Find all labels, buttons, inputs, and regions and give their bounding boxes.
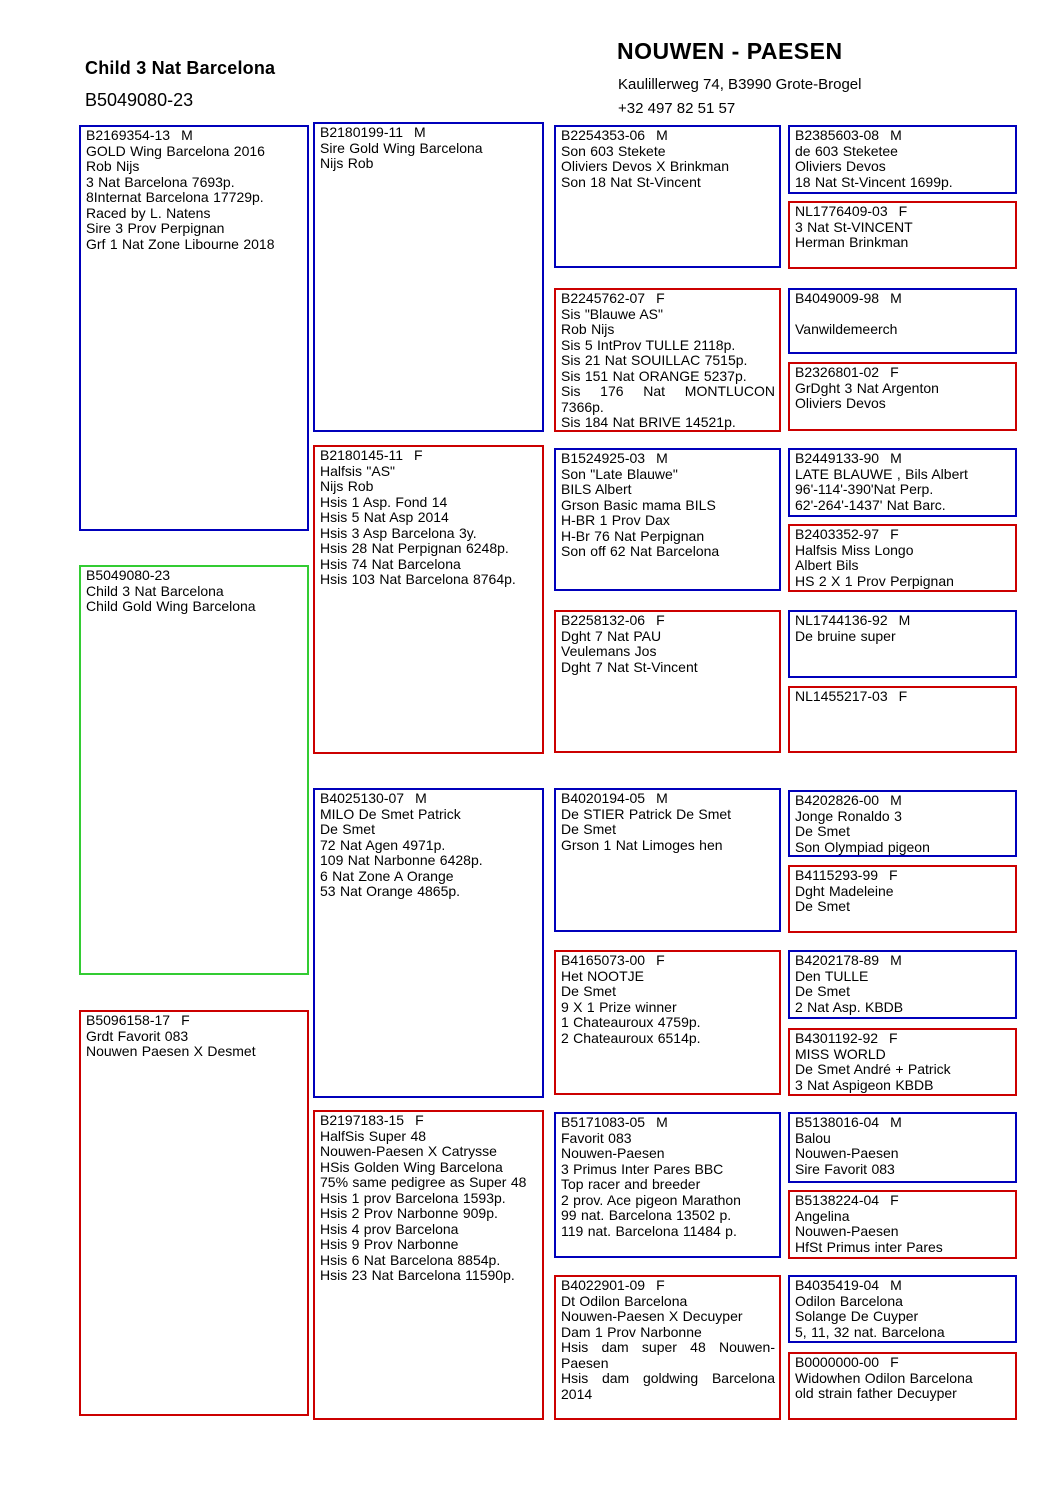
pedigree-line: Nouwen-Paesen <box>795 1223 899 1239</box>
ring-number: B4202178-89 <box>795 952 880 968</box>
pedigree-line: Oliviers Devos X Brinkman <box>561 158 729 174</box>
ring-number: B5096158-17 <box>86 1012 171 1028</box>
ring-line <box>320 448 538 464</box>
pedigree-line: Hsis 103 Nat Barcelona 8764p. <box>320 571 516 587</box>
ring-number: B5049080-23 <box>86 567 171 583</box>
pedigree-line: Odilon Barcelona <box>795 1292 903 1309</box>
pedigree-line: Herman Brinkman <box>795 234 909 250</box>
pedigree-box-B4202826-00 <box>788 790 1017 857</box>
pedigree-box-B4049009-98 <box>788 288 1017 354</box>
pedigree-line: 18 Nat St-Vincent 1699p. <box>795 173 953 190</box>
sex-label: M <box>890 792 902 808</box>
ring-line <box>795 451 1011 467</box>
sex-label: F <box>890 526 899 542</box>
ring-line <box>561 613 775 629</box>
pedigree-line: Nouwen Paesen X Desmet <box>86 1043 256 1059</box>
pedigree-line: Hsis 9 Prov Narbonne <box>320 1236 459 1252</box>
pedigree-line: BILS Albert <box>561 481 632 497</box>
pedigree-line: De Smet <box>795 898 850 914</box>
sex-label: F <box>890 1354 899 1370</box>
ring-number: B4301192-92 <box>795 1030 879 1046</box>
pedigree-line: 53 Nat Orange 4865p. <box>320 883 461 899</box>
pedigree-line: Top racer and breeder <box>561 1176 701 1192</box>
pedigree-line: LATE BLAUWE , Bils Albert <box>795 465 968 482</box>
pedigree-box-B2403352-97 <box>788 524 1017 592</box>
pedigree-line: Hsis 74 Nat Barcelona <box>320 555 461 572</box>
ring-number: B5138016-04 <box>795 1114 880 1130</box>
pedigree-line: 1 Chateauroux 4759p. <box>561 1014 701 1030</box>
ring-line <box>86 1013 303 1029</box>
pedigree-line: Favorit 083 <box>561 1129 632 1146</box>
pedigree-box-B1524925-03 <box>554 448 781 591</box>
pedigree-line: Hsis 23 Nat Barcelona 11590p. <box>320 1267 515 1283</box>
pedigree-box-B2449133-90 <box>788 448 1017 517</box>
pedigree-line: Sire 3 Prov Perpignan <box>86 220 225 236</box>
pedigree-line: Grson Basic mama BILS <box>561 496 716 513</box>
ring-number: B4165073-00 <box>561 952 646 968</box>
pedigree-line: Albert Bils <box>795 557 859 573</box>
ring-number: B2403352-97 <box>795 526 880 542</box>
pedigree-box-B2180199-11 <box>313 122 544 432</box>
pedigree-line: Sis "Blauwe AS" <box>561 305 663 322</box>
pedigree-line: Oliviers Devos <box>795 395 886 411</box>
subject-ring-number: B5049080-23 <box>85 90 194 110</box>
ring-number: B2449133-90 <box>795 450 880 466</box>
pedigree-line: Hsis 4 prov Barcelona <box>320 1220 459 1237</box>
ring-line <box>795 1278 1011 1294</box>
pedigree-box-B2180145-11 <box>313 445 544 754</box>
ring-number: B2326801-02 <box>795 364 880 380</box>
pedigree-line: Dght 7 Nat St-Vincent <box>561 658 698 675</box>
ring-line <box>561 1278 775 1294</box>
pedigree-line: De Smet <box>561 983 616 999</box>
pedigree-line <box>795 307 1011 323</box>
pedigree-line: Hsis 5 Nat Asp 2014 <box>320 509 449 525</box>
ring-number: B4022901-09 <box>561 1277 646 1293</box>
pedigree-line: Sis 151 Nat ORANGE 5237p. <box>561 367 747 384</box>
ring-number: NL1776409-03 <box>795 203 888 219</box>
pedigree-line: Rob Nijs <box>86 158 140 174</box>
ring-number: B2245762-07 <box>561 290 646 306</box>
pedigree-line: Den TULLE <box>795 967 869 984</box>
pedigree-line: 3 Nat Barcelona 7693p. <box>86 173 235 190</box>
pedigree-box-B4165073-00 <box>554 950 781 1095</box>
sex-label: M <box>656 450 668 466</box>
ring-line <box>320 125 538 141</box>
pedigree-line: 96'-114'-390'Nat Perp. <box>795 481 934 497</box>
pedigree-line: 6 Nat Zone A Orange <box>320 867 454 884</box>
pedigree-box-B2385603-08 <box>788 125 1017 194</box>
sex-label: F <box>415 1112 424 1128</box>
ring-line <box>795 1115 1011 1131</box>
pedigree-line: Raced by L. Natens <box>86 204 211 221</box>
pedigree-box-B5138224-04 <box>788 1190 1017 1259</box>
pedigree-line: 2 Chateauroux 6514p. <box>561 1029 701 1046</box>
ring-line <box>320 1113 538 1129</box>
ring-line <box>795 128 1011 144</box>
sex-label: F <box>889 867 898 883</box>
ring-line <box>795 1031 1011 1047</box>
sex-label: M <box>656 790 668 806</box>
sex-label: F <box>414 447 423 463</box>
ring-line <box>86 568 303 584</box>
ring-number: B4202826-00 <box>795 792 880 808</box>
ring-line <box>561 1115 775 1131</box>
sex-label: M <box>890 952 902 968</box>
pedigree-box-B2258132-06 <box>554 610 781 753</box>
ring-line <box>795 868 1011 884</box>
ring-line <box>795 365 1011 381</box>
pedigree-line: Sire Favorit 083 <box>795 1160 895 1177</box>
ring-line <box>561 953 775 969</box>
pedigree-line: 3 Nat Aspigeon KBDB <box>795 1076 934 1093</box>
sex-label: M <box>415 790 427 806</box>
pedigree-line: Child 3 Nat Barcelona <box>86 582 224 599</box>
pedigree-line: H-BR 1 Prov Dax <box>561 512 670 528</box>
ring-number: B4035419-04 <box>795 1277 880 1293</box>
pedigree-box-B0000000-00 <box>788 1352 1017 1420</box>
pedigree-line: Sis 21 Nat SOUILLAC 7515p. <box>561 352 748 368</box>
pedigree-line: Oliviers Devos <box>795 158 886 174</box>
pedigree-box-B5096158-17 <box>79 1010 309 1416</box>
pedigree-line: Sis 176 Nat MONTLUCON 7366p. <box>561 383 775 415</box>
pedigree-title: Child 3 Nat Barcelona <box>85 58 276 78</box>
ring-number: B5138224-04 <box>795 1192 880 1208</box>
sex-label: M <box>890 1114 902 1130</box>
pedigree-line: Dam 1 Prov Narbonne <box>561 1323 702 1340</box>
pedigree-line: 3 Nat St-VINCENT <box>795 218 913 235</box>
pedigree-line: Balou <box>795 1129 831 1146</box>
loft-name: NOUWEN - PAESEN <box>617 38 843 64</box>
sex-label: M <box>890 450 902 466</box>
pedigree-line: De Smet André + Patrick <box>795 1061 951 1077</box>
pedigree-line: Sis 184 Nat BRIVE 14521p. <box>561 414 736 430</box>
sex-label: F <box>656 612 665 628</box>
ring-number: NL1744136-92 <box>795 612 888 628</box>
ring-line <box>795 953 1011 969</box>
pedigree-line: Hsis dam goldwing Barcelona 2014 <box>561 1370 775 1402</box>
pedigree-line: Solange De Cuyper <box>795 1308 919 1324</box>
ring-number: B2180199-11 <box>320 124 404 140</box>
ring-line <box>561 791 775 807</box>
pedigree-box-B2245762-07 <box>554 288 781 432</box>
pedigree-line: Het NOOTJE <box>561 967 644 984</box>
ring-number: B2180145-11 <box>320 447 404 463</box>
pedigree-line: Nouwen-Paesen <box>795 1145 899 1161</box>
ring-number: B0000000-00 <box>795 1354 880 1370</box>
pedigree-line: 119 nat. Barcelona 11484 p. <box>561 1222 737 1239</box>
pedigree-box-B4202178-89 <box>788 950 1017 1019</box>
sex-label: M <box>181 127 193 143</box>
pedigree-line: Dght 7 Nat PAU <box>561 627 662 644</box>
pedigree-line: Hsis 3 Asp Barcelona 3y. <box>320 524 477 541</box>
ring-line <box>86 128 303 144</box>
sex-label: F <box>656 1277 665 1293</box>
sex-label: M <box>890 1277 902 1293</box>
pedigree-box-B2169354-13 <box>79 125 309 531</box>
ring-line <box>795 689 1011 705</box>
pedigree-line: Grf 1 Nat Zone Libourne 2018 <box>86 235 275 252</box>
pedigree-line: Vanwildemeerch <box>795 321 898 337</box>
sex-label: F <box>898 203 908 219</box>
pedigree-line: De Smet <box>795 983 850 999</box>
pedigree-line: Hsis 1 prov Barcelona 1593p. <box>320 1189 506 1206</box>
ring-number: NL1455217-03 <box>795 688 888 704</box>
pedigree-line: 72 Nat Agen 4971p. <box>320 836 446 853</box>
pedigree-line: Nijs Rob <box>320 478 374 494</box>
pedigree-line: Jonge Ronaldo 3 <box>795 807 902 824</box>
pedigree-box-B5049080-23 <box>79 565 309 975</box>
pedigree-line: Veulemans Jos <box>561 643 657 659</box>
ring-line <box>795 527 1011 543</box>
ring-number: B2258132-06 <box>561 612 646 628</box>
pedigree-line: Son off 62 Nat Barcelona <box>561 543 720 559</box>
pedigree-line: Halfsis Miss Longo <box>795 541 914 558</box>
ring-line <box>795 1355 1011 1371</box>
pedigree-box-NL1455217-03 <box>788 686 1017 753</box>
pedigree-line: Hsis 1 Asp. Fond 14 <box>320 493 448 510</box>
pedigree-line: Sire Gold Wing Barcelona <box>320 139 483 156</box>
pedigree-line: De Smet <box>320 821 375 837</box>
ring-number: B4115293-99 <box>795 867 879 883</box>
sex-label: F <box>889 1030 898 1046</box>
pedigree-line: Nouwen-Paesen <box>561 1145 665 1161</box>
pedigree-box-B5171083-05 <box>554 1112 781 1258</box>
sex-label: F <box>656 290 665 306</box>
ring-line <box>561 128 775 144</box>
pedigree-line: 5, 11, 32 nat. Barcelona <box>795 1323 945 1340</box>
pedigree-line: Hsis 6 Nat Barcelona 8854p. <box>320 1251 501 1268</box>
pedigree-box-B2197183-15 <box>313 1110 544 1420</box>
pedigree-line: 75% same pedigree as Super 48 <box>320 1174 527 1190</box>
pedigree-line: 109 Nat Narbonne 6428p. <box>320 852 483 868</box>
pedigree-line: HfSt Primus inter Pares <box>795 1238 943 1255</box>
ring-line <box>795 291 1011 307</box>
pedigree-line: Hsis 28 Nat Perpignan 6248p. <box>320 540 509 556</box>
pedigree-line: 62'-264'-1437' Nat Barc. <box>795 496 946 513</box>
pedigree-line: Nouwen-Paesen X Catrysse <box>320 1143 497 1159</box>
ring-line <box>561 291 775 307</box>
pedigree-line: H-Br 76 Nat Perpignan <box>561 527 705 544</box>
pedigree-box-B5138016-04 <box>788 1112 1017 1183</box>
pedigree-line: Child Gold Wing Barcelona <box>86 598 256 614</box>
sex-label: M <box>890 290 902 306</box>
pedigree-line: Grson 1 Nat Limoges hen <box>561 836 723 853</box>
pedigree-line: 99 nat. Barcelona 13502 p. <box>561 1207 732 1223</box>
pedigree-line: Dght Madeleine <box>795 882 894 899</box>
sex-label: F <box>890 1192 899 1208</box>
sex-label: M <box>890 127 902 143</box>
pedigree-box-NL1776409-03 <box>788 201 1017 269</box>
pedigree-line: Angelina <box>795 1207 850 1224</box>
pedigree-line: HSis Golden Wing Barcelona <box>320 1158 503 1175</box>
pedigree-box-B4022901-09 <box>554 1275 781 1420</box>
pedigree-line: Halfsis "AS" <box>320 462 396 479</box>
ring-number: B4049009-98 <box>795 290 880 306</box>
pedigree-line: Son Olympiad pigeon <box>795 838 930 855</box>
pedigree-line: Sis 5 IntProv TULLE 2118p. <box>561 336 736 353</box>
loft-address: Kaulillerweg 74, B3990 Grote-Brogel <box>618 76 862 93</box>
pedigree-line: MISS WORLD <box>795 1045 886 1062</box>
pedigree-line: Son "Late Blauwe" <box>561 465 678 482</box>
pedigree-line: Rob Nijs <box>561 321 615 337</box>
ring-line <box>795 793 1011 809</box>
ring-line <box>320 791 538 807</box>
pedigree-line: GOLD Wing Barcelona 2016 <box>86 142 265 159</box>
pedigree-box-NL1744136-92 <box>788 610 1017 678</box>
pedigree-line: Son 603 Stekete <box>561 142 666 159</box>
pedigree-line: De Smet <box>795 823 850 839</box>
ring-number: B2254353-06 <box>561 127 646 143</box>
ring-number: B2385603-08 <box>795 127 880 143</box>
sex-label: F <box>181 1012 190 1028</box>
pedigree-line: De Smet <box>561 821 616 837</box>
pedigree-line: Hsis dam super 48 Nouwen-Paesen <box>561 1339 775 1371</box>
sex-label: M <box>656 1114 668 1130</box>
pedigree-line: Son 18 Nat St-Vincent <box>561 173 701 190</box>
sex-label: M <box>898 612 911 628</box>
pedigree-box-B2326801-02 <box>788 362 1017 431</box>
pedigree-line: Hsis 2 Prov Narbonne 909p. <box>320 1205 498 1221</box>
ring-number: B2197183-15 <box>320 1112 405 1128</box>
pedigree-box-B4301192-92 <box>788 1028 1017 1096</box>
pedigree-line: Widowhen Odilon Barcelona <box>795 1369 973 1386</box>
ring-number: B2169354-13 <box>86 127 171 143</box>
pedigree-line: 2 Nat Asp. KBDB <box>795 998 904 1015</box>
sex-label: F <box>898 688 908 704</box>
pedigree-line: GrDght 3 Nat Argenton <box>795 379 939 396</box>
pedigree-line: Grdt Favorit 083 <box>86 1027 189 1044</box>
sex-label: F <box>890 364 899 380</box>
ring-line <box>795 613 1011 629</box>
pedigree-line: Nijs Rob <box>320 155 374 171</box>
ring-line <box>795 1193 1011 1209</box>
ring-line <box>561 451 775 467</box>
pedigree-line: De STIER Patrick De Smet <box>561 805 732 822</box>
pedigree-line: Nouwen-Paesen X Decuyper <box>561 1308 743 1324</box>
pedigree-line: MILO De Smet Patrick <box>320 805 461 822</box>
pedigree-line: 9 X 1 Prize winner <box>561 998 677 1015</box>
ring-number: B5171083-05 <box>561 1114 646 1130</box>
pedigree-box-B4020194-05 <box>554 788 781 932</box>
pedigree-line: Dt Odilon Barcelona <box>561 1292 688 1309</box>
loft-phone: +32 497 82 51 57 <box>618 100 736 117</box>
pedigree-line: de 603 Steketee <box>795 142 898 159</box>
pedigree-line: 8Internat Barcelona 17729p. <box>86 189 264 205</box>
sex-label: M <box>656 127 668 143</box>
pedigree-box-B4035419-04 <box>788 1275 1017 1343</box>
ring-number: B4025130-07 <box>320 790 405 806</box>
ring-number: B1524925-03 <box>561 450 646 466</box>
ring-number: B4020194-05 <box>561 790 646 806</box>
pedigree-line: De bruine super <box>795 627 896 644</box>
sex-label: F <box>656 952 665 968</box>
pedigree-line: 3 Primus Inter Pares BBC <box>561 1160 724 1177</box>
pedigree-box-B2254353-06 <box>554 125 781 268</box>
pedigree-line: HS 2 X 1 Prov Perpignan <box>795 572 954 589</box>
pedigree-box-B4025130-07 <box>313 788 544 1098</box>
ring-line <box>795 204 1011 220</box>
pedigree-line: HalfSis Super 48 <box>320 1127 427 1144</box>
pedigree-line: 2 prov. Ace pigeon Marathon <box>561 1191 741 1208</box>
sex-label: M <box>414 124 426 140</box>
pedigree-box-B4115293-99 <box>788 865 1017 933</box>
pedigree-line: old strain father Decuyper <box>795 1385 957 1401</box>
